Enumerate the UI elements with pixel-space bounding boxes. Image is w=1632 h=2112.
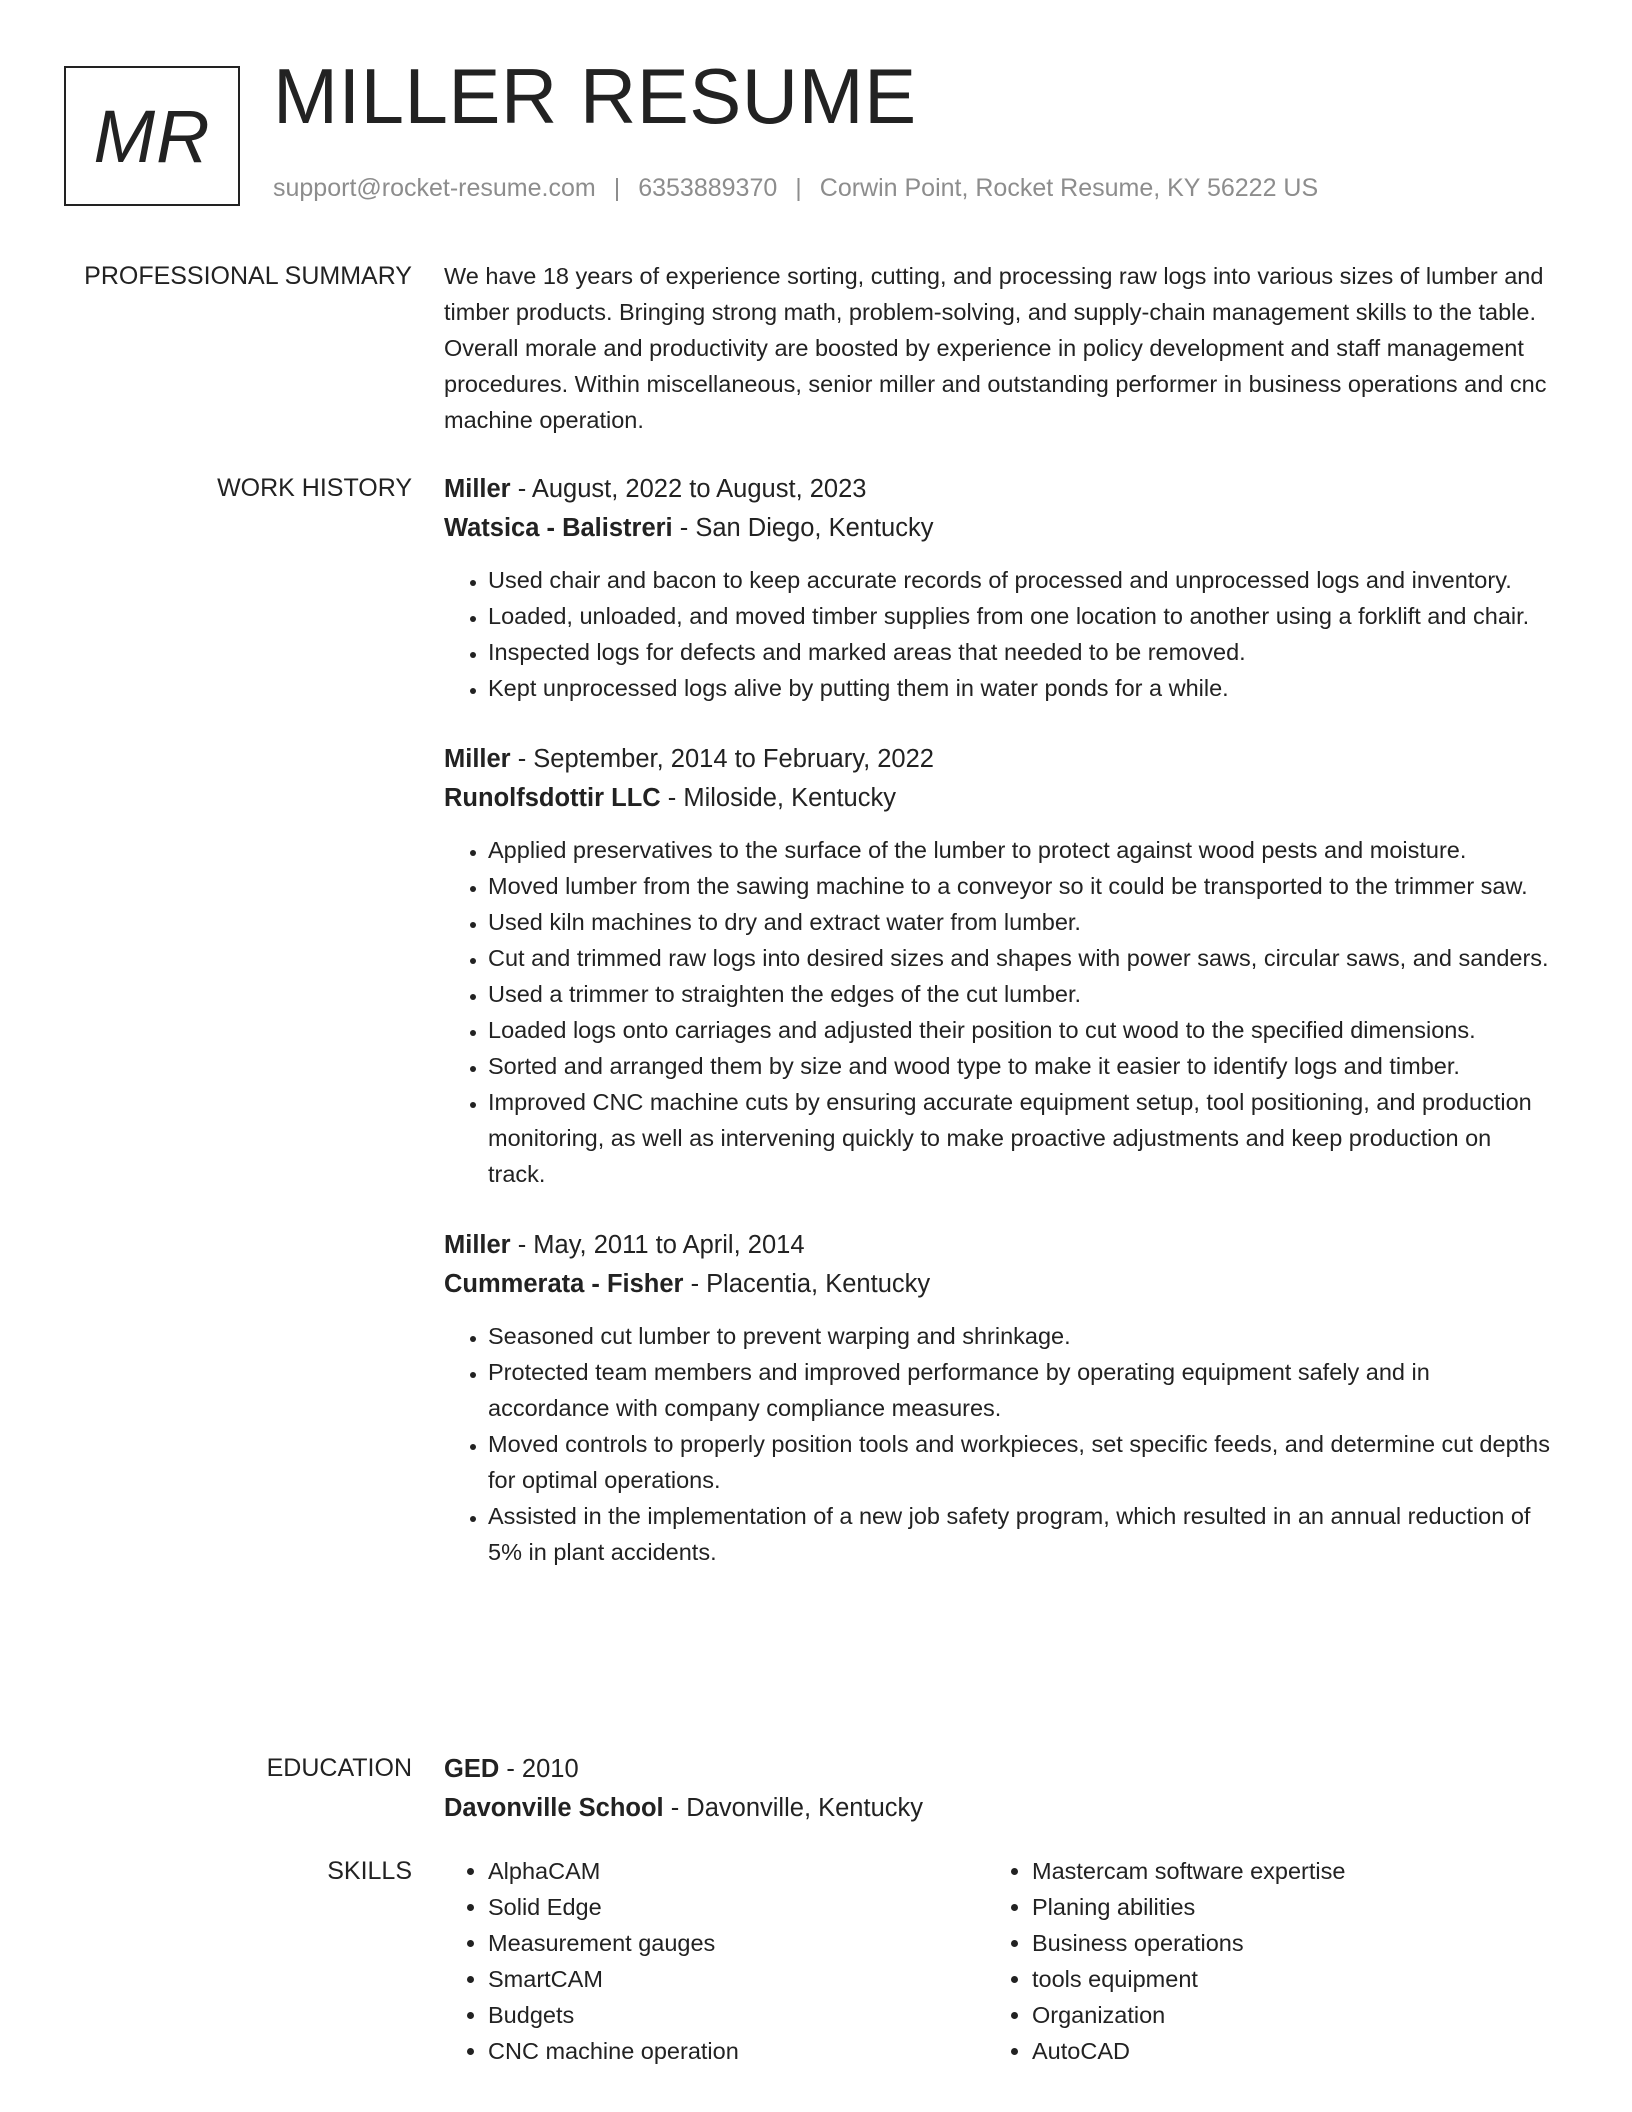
skill-item: • AlphaCAM — [488, 1853, 988, 1889]
job-company-line — [444, 779, 1554, 818]
job-location: - Placentia, Kentucky — [683, 1270, 931, 1298]
duty-item: • Inspected logs for defects and marked areas that needed to be removed. — [488, 634, 1554, 670]
monogram-initials: MR — [93, 94, 211, 178]
school-location: - Davonville, Kentucky — [663, 1794, 923, 1822]
job-dates: - May, 2011 to April, 2014 — [510, 1231, 805, 1259]
degree-line — [444, 1750, 1554, 1789]
duty-item: • Moved lumber from the sawing machine to a conveyor so it could be transported to the trimmer saw. — [488, 868, 1554, 904]
skill-item: • tools equipment — [1032, 1961, 1552, 1997]
monogram-box — [64, 66, 240, 206]
job-company: Cummerata - Fisher — [444, 1270, 684, 1298]
duty-item: • Assisted in the implementation of a new job safety program, which resulted in an annual reduction of 5% in plant accidents. — [488, 1498, 1554, 1570]
job-entry — [444, 1226, 1554, 1570]
duty-item: • Seasoned cut lumber to prevent warping and shrinkage. — [488, 1318, 1554, 1354]
duty-item: • Improved CNC machine cuts by ensuring accurate equipment setup, tool positioning, and production monitoring, as well as intervening quickly to make proactive adjustments and keep production on track. — [488, 1084, 1554, 1192]
job-location: - Miloside, Kentucky — [660, 784, 896, 812]
skill-item: • Business operations — [1032, 1925, 1552, 1961]
contact-separator: | — [795, 174, 802, 202]
duty-item: • Sorted and arranged them by size and wood type to make it easier to identify logs and timber. — [488, 1048, 1554, 1084]
skill-item: • Mastercam software expertise — [1032, 1853, 1552, 1889]
skill-item: • Organization — [1032, 1997, 1552, 2033]
skill-item: • SmartCAM — [488, 1961, 988, 1997]
skill-item: • Solid Edge — [488, 1889, 988, 1925]
job-company: Watsica - Balistreri — [444, 514, 673, 542]
job-title: Miller — [444, 745, 511, 773]
contact-address: Corwin Point, Rocket Resume, KY 56222 US — [819, 174, 1319, 202]
duty-item: • Loaded logs onto carriages and adjusted their position to cut wood to the specified dimensions. — [488, 1012, 1554, 1048]
section-label-summary: PROFESSIONAL SUMMARY — [84, 262, 412, 290]
skills-column-1 — [444, 1853, 988, 2069]
job-company-line — [444, 1265, 1554, 1304]
job-title: Miller — [444, 1231, 511, 1259]
skill-item: • Planing abilities — [1032, 1889, 1552, 1925]
education-body — [444, 1750, 1554, 1828]
job-title-line — [444, 740, 1554, 779]
job-company: Runolfsdottir LLC — [444, 784, 661, 812]
degree: GED — [444, 1755, 500, 1783]
job-dates: - September, 2014 to February, 2022 — [510, 745, 934, 773]
contact-phone: 6353889370 — [638, 174, 778, 202]
job-duties — [444, 832, 1554, 1192]
duty-item: • Protected team members and improved performance by operating equipment safely and in accordance with company compliance measures. — [488, 1354, 1554, 1426]
duty-item: • Loaded, unloaded, and moved timber supplies from one location to another using a forklift and chair. — [488, 598, 1554, 634]
contact-email: support@rocket-resume.com — [273, 174, 596, 202]
duty-item: • Used kiln machines to dry and extract water from lumber. — [488, 904, 1554, 940]
job-location: - San Diego, Kentucky — [672, 514, 934, 542]
job-title: Miller — [444, 475, 511, 503]
skill-item: • Budgets — [488, 1997, 988, 2033]
job-duties — [444, 562, 1554, 706]
duty-item: • Used chair and bacon to keep accurate records of processed and unprocessed logs and inventory. — [488, 562, 1554, 598]
job-dates: - August, 2022 to August, 2023 — [510, 475, 867, 503]
job-entry — [444, 740, 1554, 1192]
duty-item: • Kept unprocessed logs alive by putting them in water ponds for a while. — [488, 670, 1554, 706]
section-label-work: WORK HISTORY — [217, 474, 412, 502]
duty-item: • Applied preservatives to the surface of the lumber to protect against wood pests and moisture. — [488, 832, 1554, 868]
duty-item: • Used a trimmer to straighten the edges of the cut lumber. — [488, 976, 1554, 1012]
job-title-line — [444, 1226, 1554, 1265]
job-company-line — [444, 509, 1554, 548]
school-line — [444, 1789, 1554, 1828]
contact-line — [273, 174, 1318, 203]
contact-separator: | — [613, 174, 621, 202]
skills-body — [444, 1853, 1554, 2069]
skills-column-2 — [988, 1853, 1552, 2069]
job-duties — [444, 1318, 1554, 1570]
job-entry — [444, 470, 1554, 706]
skill-item: • CNC machine operation — [488, 2033, 988, 2069]
job-title-line — [444, 470, 1554, 509]
section-label-education: EDUCATION — [266, 1754, 412, 1782]
section-label-skills: SKILLS — [327, 1857, 412, 1885]
work-history-body — [444, 470, 1554, 1604]
duty-item: • Moved controls to properly position tools and workpieces, set specific feeds, and determine cut depths for optimal operations. — [488, 1426, 1554, 1498]
degree-year: - 2010 — [499, 1755, 579, 1783]
skill-item: • Measurement gauges — [488, 1925, 988, 1961]
duty-item: • Cut and trimmed raw logs into desired sizes and shapes with power saws, circular saws, and sanders. — [488, 940, 1554, 976]
skill-item: • AutoCAD — [1032, 2033, 1552, 2069]
summary-text: We have 18 years of experience sorting, cutting, and processing raw logs into various sizes of lumber and timber products. Bringing strong math, problem-solving, and supply-chain management skills to the table. Overall morale and productivity are boosted by experience in policy development and staff management procedures. Within miscellaneous, senior miller and outstanding performer in business operations and cnc machine operation. — [444, 263, 1547, 433]
school-name: Davonville School — [444, 1794, 664, 1822]
candidate-name: MILLER RESUME — [273, 52, 917, 140]
